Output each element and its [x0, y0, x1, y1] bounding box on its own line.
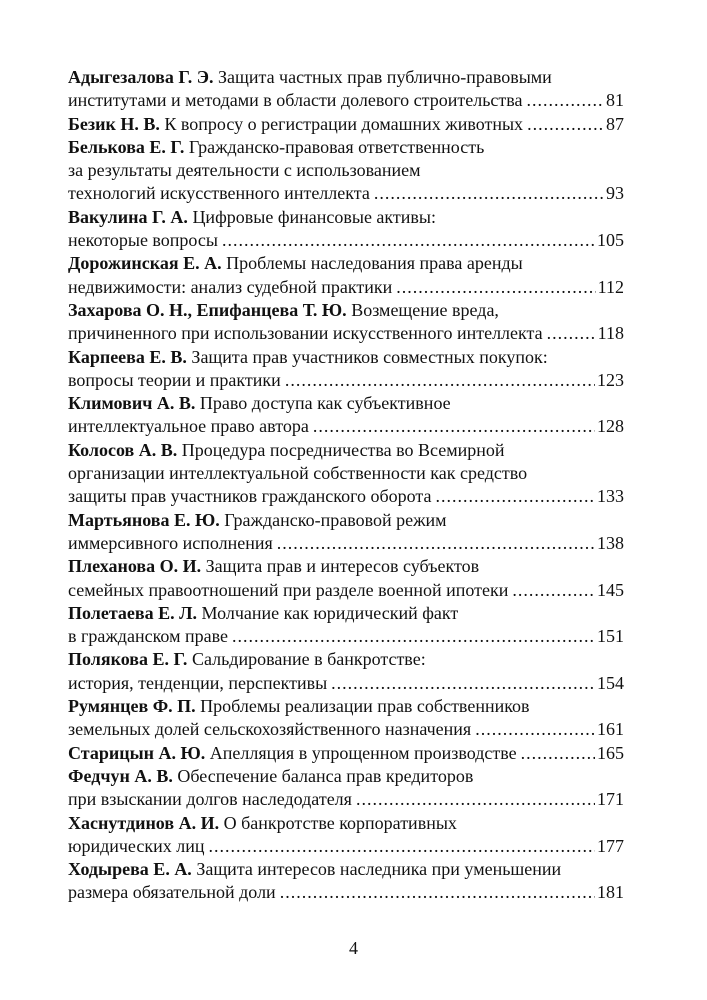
toc-line-text: [68, 509, 447, 532]
toc-line-text: [68, 555, 479, 578]
toc-page-number: 165: [597, 742, 624, 763]
toc-leader-dots: [280, 881, 595, 904]
toc-leader-dots: [374, 182, 604, 205]
toc-entry-line: [68, 462, 624, 485]
toc-title-text: Обеспечение баланса прав кредиторов: [177, 765, 474, 786]
toc-author: Вакулина Г. А.: [68, 206, 188, 227]
toc-title-text: интеллектуальное право автора: [68, 416, 309, 437]
toc-entry-line: [68, 555, 624, 578]
toc-entry: [68, 858, 624, 905]
toc-entry-line: [68, 276, 624, 299]
toc-title-text: Сальдирование в банкротстве:: [191, 649, 426, 670]
toc-line-text: [68, 835, 204, 858]
toc-author: Полетаева Е. Л.: [68, 602, 198, 623]
toc-entry-line: [68, 881, 624, 904]
toc-leader-dots: [222, 229, 595, 252]
toc-author: Карпеева Е. В.: [68, 346, 187, 367]
toc-line-text: [68, 439, 505, 462]
toc-entry-line: [68, 532, 624, 555]
toc-line-text: [68, 718, 471, 741]
toc-leader-dots: [512, 579, 595, 602]
toc-page-number: 138: [597, 532, 624, 553]
toc-title-text: недвижимости: анализ судебной практики: [68, 276, 393, 297]
toc-entry-line: [68, 159, 624, 182]
toc-title-text: защиты прав участников гражданского оборота: [68, 486, 432, 507]
toc-line-text: [68, 276, 392, 299]
toc-entry: [68, 136, 624, 206]
toc-title-text: за результаты деятельности с использованием: [68, 160, 421, 181]
toc-entry-line: [68, 718, 624, 741]
toc-line-text: [68, 742, 517, 765]
toc-title-text: Процедура посредничества во Всемирной: [181, 439, 505, 460]
toc-entry: [68, 765, 624, 812]
toc-title-text: история, тенденции, перспективы: [68, 672, 328, 693]
toc-title-text: иммерсивного исполнения: [68, 532, 273, 553]
toc-entry-line: [68, 858, 624, 881]
toc-title-text: Гражданско-правовая ответственность: [188, 136, 485, 157]
toc-title-text: некоторые вопросы: [68, 230, 218, 251]
toc-leader-dots: [356, 788, 595, 811]
toc-title-text: Защита прав участников совместных покупок:: [191, 346, 548, 367]
toc-leader-dots: [475, 718, 595, 741]
toc-leader-dots: [547, 322, 596, 345]
toc-entry: [68, 555, 624, 602]
toc-entry-line: [68, 765, 624, 788]
toc-leader-dots: [208, 835, 595, 858]
toc-leader-dots: [313, 415, 595, 438]
toc-line-text: [68, 369, 281, 392]
toc-entry-line: [68, 299, 624, 322]
toc-entry: [68, 695, 624, 742]
toc-entry-line: [68, 392, 624, 415]
toc-entry: [68, 66, 624, 113]
toc-title-text: Возмещение вреда,: [351, 299, 499, 320]
toc-author: Полякова Е. Г.: [68, 649, 188, 670]
toc-page-number: 151: [597, 626, 624, 647]
toc-page-number: 93: [606, 183, 624, 204]
toc-entry-line: [68, 252, 624, 275]
toc-title-text: организации интеллектуальной собственности как средство: [68, 463, 528, 484]
toc-entry: [68, 439, 624, 509]
toc-entry-line: [68, 648, 624, 671]
toc-line-text: [68, 858, 561, 881]
toc-line-text: [68, 229, 218, 252]
toc-title-text: Защита интересов наследника при уменьшении: [196, 859, 562, 880]
toc-line-text: [68, 579, 508, 602]
toc-entry-line: [68, 369, 624, 392]
toc-leader-dots: [521, 742, 595, 765]
toc-line-text: [68, 89, 523, 112]
toc-entry: [68, 602, 624, 649]
toc-title-text: Право доступа как субъективное: [199, 393, 451, 414]
toc-title-text: институтами и методами в области долевого строительства: [68, 90, 523, 111]
toc-author: Румянцев Ф. П.: [68, 696, 196, 717]
toc-author: Мартьянова Е. Ю.: [68, 509, 220, 530]
toc-title-text: вопросы теории и практики: [68, 369, 281, 390]
toc-author: Белькова Е. Г.: [68, 136, 185, 157]
toc-leader-dots: [232, 625, 595, 648]
toc-title-text: технологий искусственного интеллекта: [68, 183, 370, 204]
toc-title-text: Цифровые финансовые активы:: [192, 206, 437, 227]
toc-line-text: [68, 602, 458, 625]
toc-leader-dots: [396, 276, 595, 299]
toc-page-number: 81: [606, 90, 624, 111]
toc-title-text: причиненного при использовании искусственного интеллекта: [68, 323, 543, 344]
toc-page-number: 145: [597, 579, 624, 600]
toc-entry-line: [68, 579, 624, 602]
toc-entry-line: [68, 625, 624, 648]
toc-title-text: Проблемы реализации прав собственников: [200, 696, 530, 717]
toc-entry-line: [68, 182, 624, 205]
toc-author: Старицын А. Ю.: [68, 742, 206, 763]
toc-line-text: [68, 182, 370, 205]
toc-author: Дорожинская Е. А.: [68, 253, 222, 274]
toc-title-text: в гражданском праве: [68, 626, 228, 647]
toc-entry-line: [68, 66, 624, 89]
toc-line-text: [68, 881, 276, 904]
toc-line-text: [68, 299, 499, 322]
toc-entry: [68, 113, 624, 136]
toc-line-text: [68, 695, 530, 718]
toc-entry: [68, 812, 624, 859]
toc-line-text: [68, 206, 436, 229]
toc-title-text: Защита прав и интересов субъектов: [205, 556, 480, 577]
toc-entry-line: [68, 788, 624, 811]
toc-entry-line: [68, 439, 624, 462]
toc-title-text: юридических лиц: [68, 835, 205, 856]
toc-entry-line: [68, 695, 624, 718]
toc-page-number: 171: [597, 789, 624, 810]
toc-line-text: [68, 346, 548, 369]
toc-leader-dots: [527, 89, 604, 112]
toc-line-text: [68, 159, 420, 182]
toc-page-number: 112: [597, 276, 624, 297]
toc-line-text: [68, 392, 451, 415]
toc-entry-line: [68, 415, 624, 438]
toc-entry: [68, 346, 624, 393]
toc-entry-line: [68, 136, 624, 159]
toc-line-text: [68, 252, 523, 275]
toc-author: Безик Н. В.: [68, 113, 160, 134]
toc-entry: [68, 299, 624, 346]
toc-author: Захарова О. Н., Епифанцева Т. Ю.: [68, 299, 347, 320]
toc-entry-line: [68, 113, 624, 136]
toc-page-number: 105: [597, 230, 624, 251]
toc-page-number: 133: [597, 486, 624, 507]
toc-line-text: [68, 788, 352, 811]
toc-entry-line: [68, 485, 624, 508]
toc-entry: [68, 742, 624, 765]
toc-page-number: 123: [597, 369, 624, 390]
toc-line-text: [68, 812, 457, 835]
toc-leader-dots: [285, 369, 595, 392]
toc-title-text: Проблемы наследования права аренды: [226, 253, 523, 274]
toc-entry: [68, 252, 624, 299]
toc-entry-line: [68, 206, 624, 229]
toc-author: Плеханова О. И.: [68, 556, 202, 577]
toc-title-text: семейных правоотношений при разделе военной ипотеки: [68, 579, 509, 600]
toc-line-text: [68, 765, 473, 788]
toc-title-text: К вопросу о регистрации домашних животных: [164, 113, 524, 134]
toc-page-number: 118: [597, 323, 624, 344]
toc-line-text: [68, 66, 552, 89]
toc-line-text: [68, 648, 426, 671]
toc-title-text: при взыскании долгов наследодателя: [68, 789, 352, 810]
toc-title-text: О банкротстве корпоративных: [223, 812, 457, 833]
toc-entry-line: [68, 812, 624, 835]
toc-entry-line: [68, 672, 624, 695]
toc-entry: [68, 648, 624, 695]
toc-leader-dots: [331, 672, 595, 695]
toc-page-number: 87: [606, 113, 624, 134]
toc-entry: [68, 509, 624, 556]
toc-title-text: Апелляция в упрощенном производстве: [209, 742, 517, 763]
toc-line-text: [68, 462, 527, 485]
toc-line-text: [68, 532, 273, 555]
toc-entry-line: [68, 346, 624, 369]
page-number: 4: [349, 938, 358, 958]
toc-page-number: 161: [597, 719, 624, 740]
toc-title-text: размера обязательной доли: [68, 882, 276, 903]
toc-entry-line: [68, 89, 624, 112]
toc-title-text: Молчание как юридический факт: [201, 602, 459, 623]
toc-entry-line: [68, 509, 624, 532]
toc-title-text: Защита частных прав публично-правовыми: [217, 67, 552, 87]
toc-line-text: [68, 415, 309, 438]
toc-author: Адыгезалова Г. Э.: [68, 67, 214, 87]
toc-leader-dots: [436, 485, 595, 508]
toc-entry: [68, 392, 624, 439]
toc-entry: [68, 206, 624, 253]
table-of-contents: [68, 66, 624, 905]
toc-line-text: [68, 672, 327, 695]
toc-title-text: земельных долей сельскохозяйственного назначения: [68, 719, 472, 740]
toc-line-text: [68, 322, 543, 345]
toc-line-text: [68, 113, 523, 136]
toc-entry-line: [68, 742, 624, 765]
toc-author: Федчун А. В.: [68, 765, 173, 786]
toc-author: Колосов А. В.: [68, 439, 178, 460]
toc-author: Климович А. В.: [68, 393, 196, 414]
toc-leader-dots: [277, 532, 595, 555]
toc-entry-line: [68, 835, 624, 858]
toc-line-text: [68, 485, 432, 508]
toc-entry-line: [68, 602, 624, 625]
toc-entry-line: [68, 322, 624, 345]
toc-title-text: Гражданско-правовой режим: [224, 509, 447, 530]
toc-leader-dots: [527, 113, 604, 136]
toc-page-number: 128: [597, 416, 624, 437]
toc-line-text: [68, 625, 228, 648]
toc-page-number: 154: [597, 672, 624, 693]
toc-author: Хаснутдинов А. И.: [68, 812, 220, 833]
toc-line-text: [68, 136, 484, 159]
toc-entry-line: [68, 229, 624, 252]
toc-author: Ходырева Е. А.: [68, 859, 192, 880]
toc-page-number: 181: [597, 882, 624, 903]
toc-page-number: 177: [597, 835, 624, 856]
